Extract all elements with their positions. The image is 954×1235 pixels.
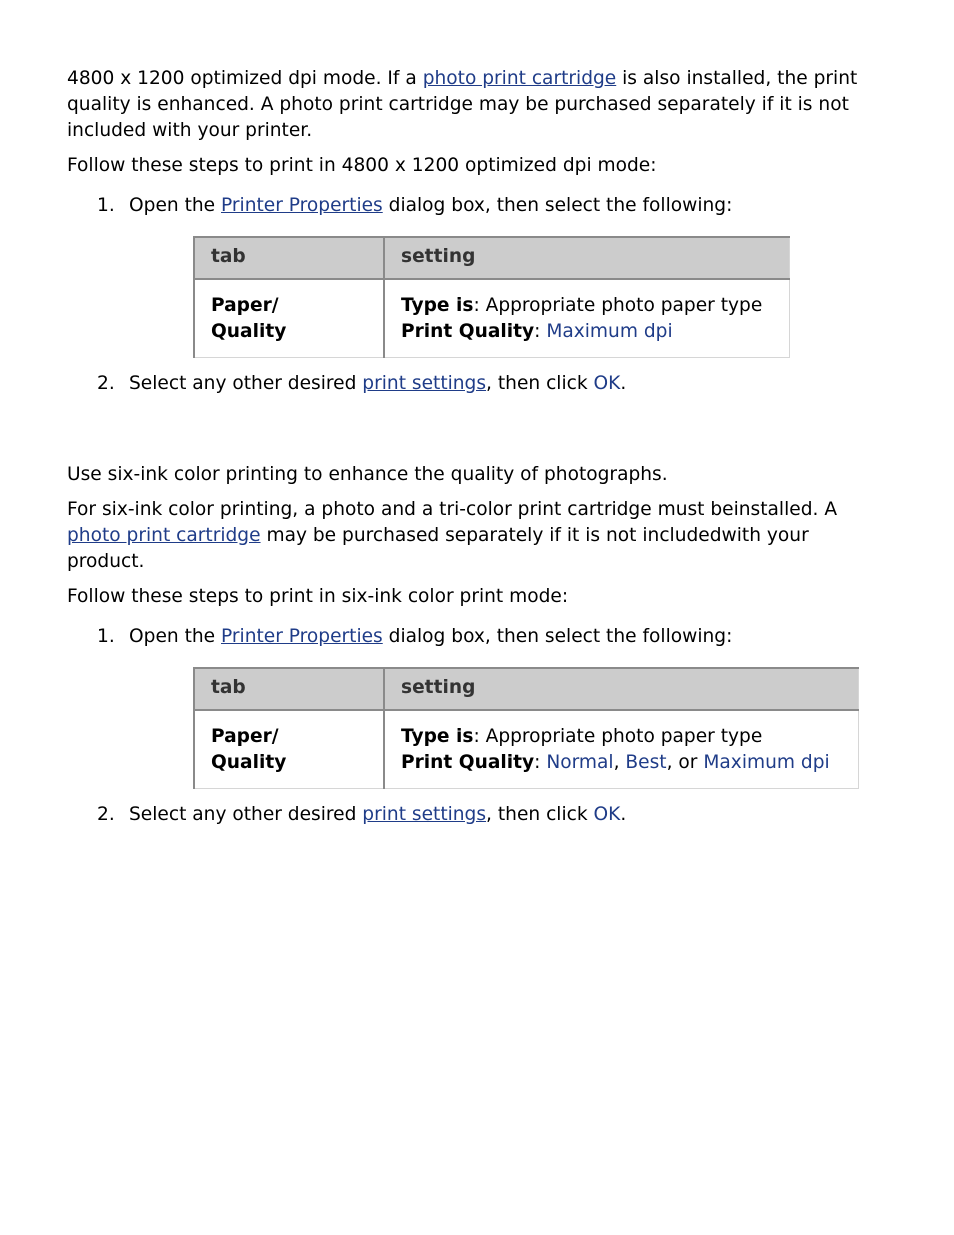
requirement-text-cont: may be purchased separately if it is not includedwith your product.	[67, 525, 809, 572]
separator: :	[534, 752, 547, 773]
column-header-setting: setting	[384, 237, 790, 279]
tab-name-line: Quality	[211, 321, 287, 342]
step-text: .	[620, 373, 627, 394]
steps-list	[67, 624, 887, 828]
step-text: Select any other desired	[129, 804, 363, 825]
best-option: Best	[625, 752, 667, 773]
tab-name-line: Paper/	[211, 295, 279, 316]
print-settings-link[interactable]: print settings	[362, 373, 487, 394]
step-text: , then click	[486, 804, 594, 825]
setting-cell	[384, 279, 790, 358]
column-header-tab: tab	[194, 237, 384, 279]
step-text: Open the	[129, 195, 221, 216]
photo-print-cartridge-link[interactable]: photo print cartridge	[422, 68, 617, 89]
ok-button-ref: OK	[593, 373, 621, 394]
separator: :	[534, 321, 547, 342]
intro-text-cont: is also installed, the print quality is enhanced. A photo print cartridge may be purchased separately if it is not included with your printer.	[67, 68, 858, 141]
step-text: , then click	[486, 373, 594, 394]
type-label: Type is	[401, 726, 474, 747]
print-quality-label: Print Quality	[401, 752, 535, 773]
follow-steps-text: Follow these steps to print in 4800 x 1200 optimized dpi mode:	[67, 155, 657, 176]
intro-paragraph	[67, 66, 887, 144]
step-number: 1.	[97, 195, 115, 216]
type-value: : Appropriate photo paper type	[473, 295, 763, 316]
separator: , or	[666, 752, 704, 773]
tab-cell	[194, 710, 384, 789]
maximum-dpi-option: Maximum dpi	[546, 321, 673, 342]
column-header-tab: tab	[194, 668, 384, 710]
printer-properties-link[interactable]: Printer Properties	[221, 195, 383, 216]
column-header-setting: setting	[384, 668, 859, 710]
steps-list	[67, 193, 887, 397]
table-row	[194, 279, 790, 358]
print-quality-label: Print Quality	[401, 321, 535, 342]
normal-option: Normal	[546, 752, 614, 773]
table-row	[194, 710, 859, 789]
step-number: 2.	[97, 804, 115, 825]
tab-name-line: Paper/	[211, 726, 279, 747]
settings-table	[193, 667, 859, 789]
step-number: 1.	[97, 626, 115, 647]
type-label: Type is	[401, 295, 474, 316]
settings-table	[193, 236, 790, 358]
tab-cell	[194, 279, 384, 358]
step-number: 2.	[97, 373, 115, 394]
printer-properties-link[interactable]: Printer Properties	[221, 626, 383, 647]
step-text: .	[620, 804, 627, 825]
section-spacer	[67, 397, 887, 462]
table-header-row	[194, 237, 790, 279]
step-text: dialog box, then select the following:	[382, 195, 733, 216]
maximum-dpi-option: Maximum dpi	[703, 752, 830, 773]
setting-cell	[384, 710, 859, 789]
type-value: : Appropriate photo paper type	[473, 726, 763, 747]
list-item	[67, 371, 887, 397]
requirement-text: For six-ink color printing, a photo and a tri-color print cartridge must beinstalled. A	[67, 499, 838, 520]
print-settings-link[interactable]: print settings	[362, 804, 487, 825]
list-item	[67, 802, 887, 828]
table-header-row	[194, 668, 859, 710]
step-text: dialog box, then select the following:	[382, 626, 733, 647]
requirement-paragraph	[67, 497, 887, 575]
six-ink-intro: Use six-ink color printing to enhance the quality of photographs.	[67, 464, 668, 485]
tab-name-line: Quality	[211, 752, 287, 773]
photo-print-cartridge-link[interactable]: photo print cartridge	[67, 525, 261, 546]
follow-steps-text: Follow these steps to print in six-ink color print mode:	[67, 586, 569, 607]
document-page	[67, 66, 887, 828]
step-text: Select any other desired	[129, 373, 363, 394]
step-text: Open the	[129, 626, 221, 647]
separator: ,	[613, 752, 626, 773]
ok-button-ref: OK	[593, 804, 621, 825]
intro-text: 4800 x 1200 optimized dpi mode. If a	[67, 68, 423, 89]
list-item	[67, 624, 887, 789]
list-item	[67, 193, 887, 358]
